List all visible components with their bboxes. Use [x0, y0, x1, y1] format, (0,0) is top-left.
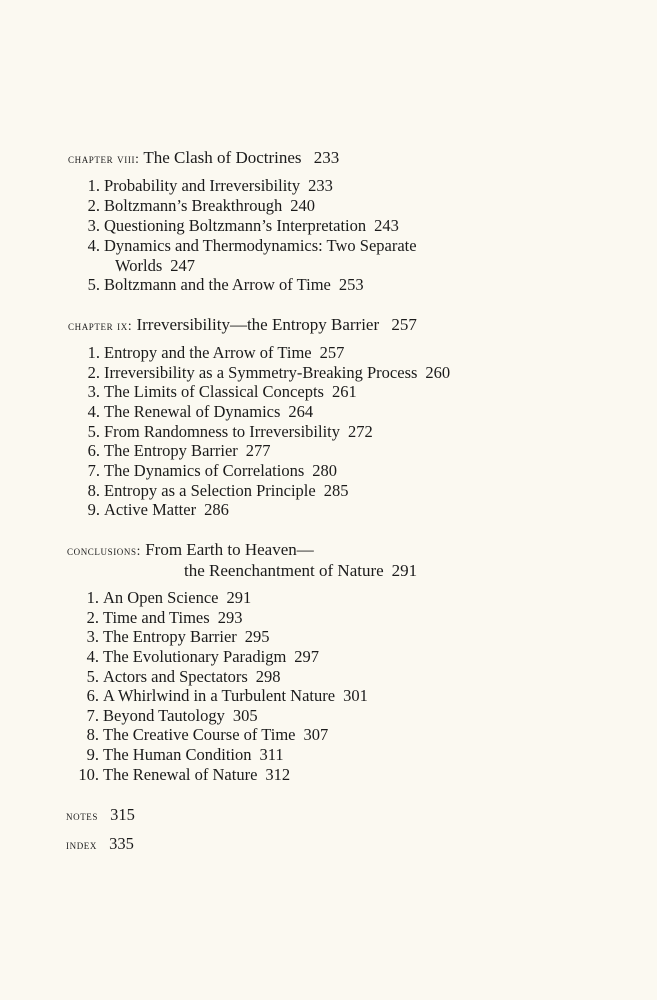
toc-entry: [74, 196, 315, 216]
entry-number: 5.: [87, 275, 100, 294]
conclusions-label: conclusions:: [67, 543, 141, 558]
toc-entry: [73, 706, 258, 726]
notes-label: notes: [66, 808, 98, 823]
toc-entry: [73, 667, 281, 687]
entry-title: Questioning Boltzmann’s Interpretation: [104, 216, 367, 235]
chapter-9-page: 257: [391, 315, 417, 334]
entry-number: 8.: [87, 481, 100, 500]
entry-title: Actors and Spectators: [103, 667, 248, 686]
entry-number: 7.: [87, 461, 100, 480]
chapter-9-title: Irreversibility—the Entropy Barrier: [136, 315, 380, 334]
toc-entry: [74, 402, 313, 422]
chapter-9-label: chapter ix:: [68, 318, 133, 333]
entry-number: 2.: [87, 196, 100, 215]
entry-title: Probability and Irreversibility: [104, 176, 301, 195]
entry-page: 307: [303, 725, 329, 744]
entry-page: 297: [294, 647, 320, 666]
entry-title: A Whirlwind in a Turbulent Nature: [103, 686, 336, 705]
entry-number: 3.: [87, 216, 100, 235]
entry-number: 6.: [86, 686, 99, 705]
toc-entry: [74, 422, 373, 442]
entry-number: 4.: [87, 402, 100, 421]
toc-entry: [74, 461, 337, 481]
conclusions-title: From Earth to Heaven—: [145, 540, 314, 559]
entry-page: 312: [265, 765, 291, 784]
entry-number: 9.: [86, 745, 99, 764]
entry-title: The Renewal of Nature: [103, 765, 258, 784]
entry-title: Irreversibility as a Symmetry-Breaking Process: [104, 363, 418, 382]
toc-entry: [74, 441, 271, 461]
entry-number: 5.: [86, 667, 99, 686]
entry-title: Dynamics and Thermodynamics: Two Separate: [104, 236, 417, 255]
entry-page: 243: [374, 216, 399, 235]
conclusions-heading: [67, 540, 417, 581]
chapter-8-heading: [68, 148, 339, 169]
toc-entry: [74, 343, 344, 363]
entry-page: 305: [232, 706, 258, 725]
toc-entry: [73, 647, 319, 667]
entry-title: The Renewal of Dynamics: [104, 402, 281, 421]
toc-entry: [74, 236, 417, 275]
entry-number: 3.: [87, 382, 100, 401]
toc-entry: [74, 481, 348, 501]
entry-page: 298: [255, 667, 281, 686]
entry-page: 293: [217, 608, 243, 627]
entry-title: Boltzmann and the Arrow of Time: [104, 275, 331, 294]
entry-title: The Human Condition: [103, 745, 252, 764]
entry-page: 257: [319, 343, 345, 362]
notes-page: 315: [110, 805, 135, 824]
entry-number: 2.: [87, 363, 100, 382]
entry-number: 4.: [86, 647, 99, 666]
entry-title: The Evolutionary Paradigm: [103, 647, 287, 666]
entry-page: 286: [204, 500, 229, 519]
entry-title: The Creative Course of Time: [103, 725, 296, 744]
entry-page: 291: [226, 588, 252, 607]
entry-page: 272: [348, 422, 373, 441]
index-page: 335: [109, 834, 134, 853]
entry-title: The Limits of Classical Concepts: [104, 382, 324, 401]
toc-entry: [74, 275, 364, 295]
toc-entry: [73, 765, 290, 785]
entry-page: 311: [259, 745, 284, 764]
entry-number: 9.: [87, 500, 100, 519]
entry-title: An Open Science: [103, 588, 219, 607]
entry-page: 247: [170, 255, 196, 275]
entry-title: Entropy and the Arrow of Time: [104, 343, 312, 362]
toc-entry: [74, 216, 399, 236]
toc-entry: [73, 686, 368, 706]
toc-entry: [74, 176, 333, 196]
entry-number: 1.: [86, 588, 99, 607]
entry-number: 1.: [87, 343, 100, 362]
index-label: index: [66, 837, 97, 852]
conclusions-page: 291: [391, 561, 418, 580]
entry-page: 280: [312, 461, 337, 480]
entry-title: The Entropy Barrier: [104, 441, 238, 460]
entry-page: 240: [290, 196, 316, 215]
entry-page: 264: [288, 402, 314, 421]
chapter-8-page: 233: [313, 148, 340, 167]
chapter-8-label: chapter viii:: [68, 151, 140, 166]
entry-page: 277: [245, 441, 271, 460]
toc-entry: [73, 608, 242, 628]
toc-entry: [73, 725, 328, 745]
entry-page: 253: [338, 275, 364, 294]
entry-title: From Randomness to Irreversibility: [104, 422, 341, 441]
toc-entry: [74, 500, 229, 520]
toc-entry: [74, 363, 450, 383]
entry-number: 2.: [86, 608, 99, 627]
entry-title: Time and Times: [103, 608, 210, 627]
entry-number: 3.: [86, 627, 99, 646]
entry-number: 6.: [87, 441, 100, 460]
entry-title-continued: Worlds: [115, 255, 163, 275]
chapter-8-title: The Clash of Doctrines: [143, 148, 302, 167]
chapter-9-heading: [68, 315, 417, 336]
entry-number: 4.: [87, 236, 100, 255]
entry-title: Boltzmann’s Breakthrough: [104, 196, 283, 215]
entry-title: Active Matter: [104, 500, 197, 519]
entry-title: The Dynamics of Correlations: [104, 461, 305, 480]
entry-page: 295: [244, 627, 270, 646]
entry-number: 10.: [78, 765, 99, 784]
toc-entry: [73, 745, 284, 765]
entry-number: 8.: [86, 725, 99, 744]
entry-title: Beyond Tautology: [103, 706, 225, 725]
toc-entry: [73, 588, 251, 608]
entry-page: 285: [323, 481, 349, 500]
notes-entry: [66, 805, 135, 826]
entry-title: Entropy as a Selection Principle: [104, 481, 316, 500]
entry-page: 233: [308, 176, 333, 195]
toc-entry: [73, 627, 270, 647]
entry-page: 261: [331, 382, 357, 401]
toc-entry: [74, 382, 357, 402]
entry-title: The Entropy Barrier: [103, 627, 237, 646]
entry-page: 301: [343, 686, 368, 705]
entry-number: 7.: [86, 706, 99, 725]
conclusions-title-continued: the Reenchantment of Nature: [184, 561, 384, 580]
entry-number: 5.: [87, 422, 100, 441]
index-entry: [66, 834, 134, 855]
entry-page: 260: [425, 363, 451, 382]
entry-number: 1.: [87, 176, 100, 195]
